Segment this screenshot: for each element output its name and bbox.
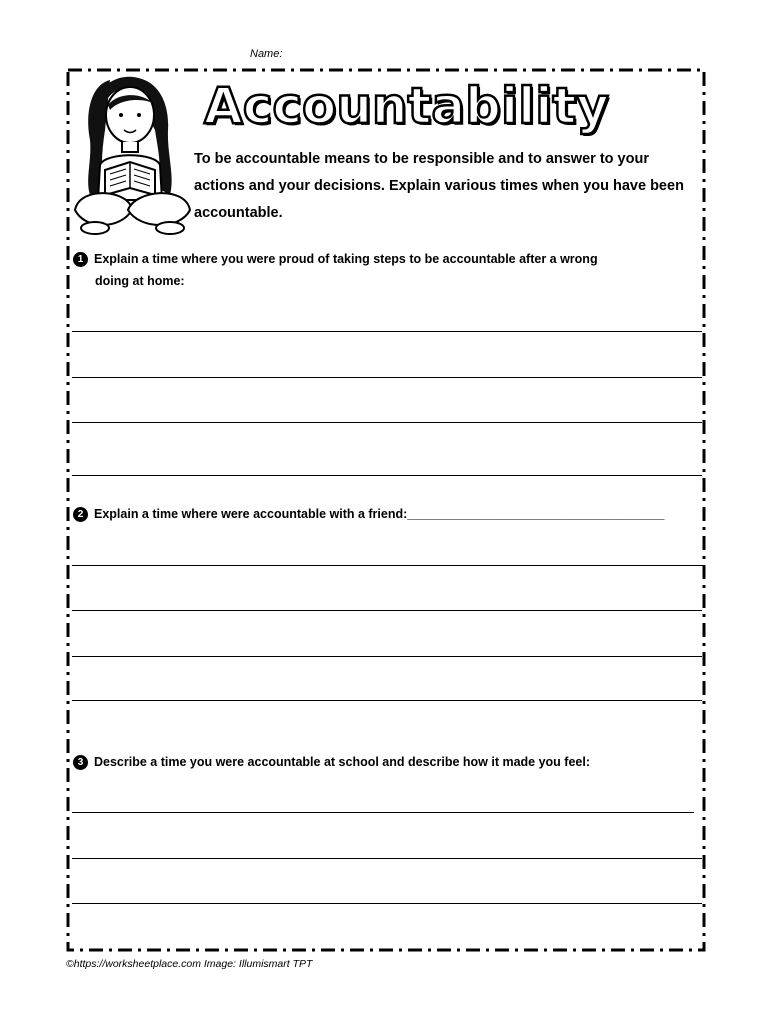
answer-line[interactable] — [72, 331, 702, 332]
question-3-text: Describe a time you were accountable at school and describe how it made you feel: — [94, 755, 590, 769]
answer-line[interactable] — [72, 858, 702, 859]
answer-line[interactable] — [72, 656, 702, 657]
worksheet-title: Accountability — [204, 77, 609, 135]
question-1-text-line2: doing at home: — [95, 274, 185, 288]
answer-line[interactable] — [72, 700, 702, 701]
answer-line[interactable] — [72, 610, 702, 611]
question-2-text: Explain a time where were accountable with a friend:_____________________________________ — [94, 507, 665, 521]
question-1-text-line1: Explain a time where you were proud of taking steps to be accountable after a wrong — [94, 252, 598, 266]
question-2 — [73, 503, 665, 525]
answer-line[interactable] — [72, 377, 702, 378]
question-1 — [73, 248, 598, 292]
answer-line[interactable] — [72, 422, 702, 423]
question-number-3: 3 — [73, 755, 88, 770]
girl-reading-illustration — [70, 70, 195, 240]
footer-credit: ©https://worksheetplace.com Image: Illumismart TPT — [66, 958, 313, 970]
intro-text: To be accountable means to be responsible and to answer to your actions and your decisions. Explain various times when you have been accountable. — [194, 151, 684, 221]
answer-line[interactable] — [72, 812, 694, 813]
question-3 — [73, 751, 590, 773]
question-number-1: 1 — [73, 252, 88, 267]
answer-line[interactable] — [72, 475, 702, 476]
question-number-2: 2 — [73, 507, 88, 522]
answer-line[interactable] — [72, 565, 704, 566]
name-label: Name: — [250, 48, 283, 60]
answer-line[interactable] — [72, 903, 702, 904]
